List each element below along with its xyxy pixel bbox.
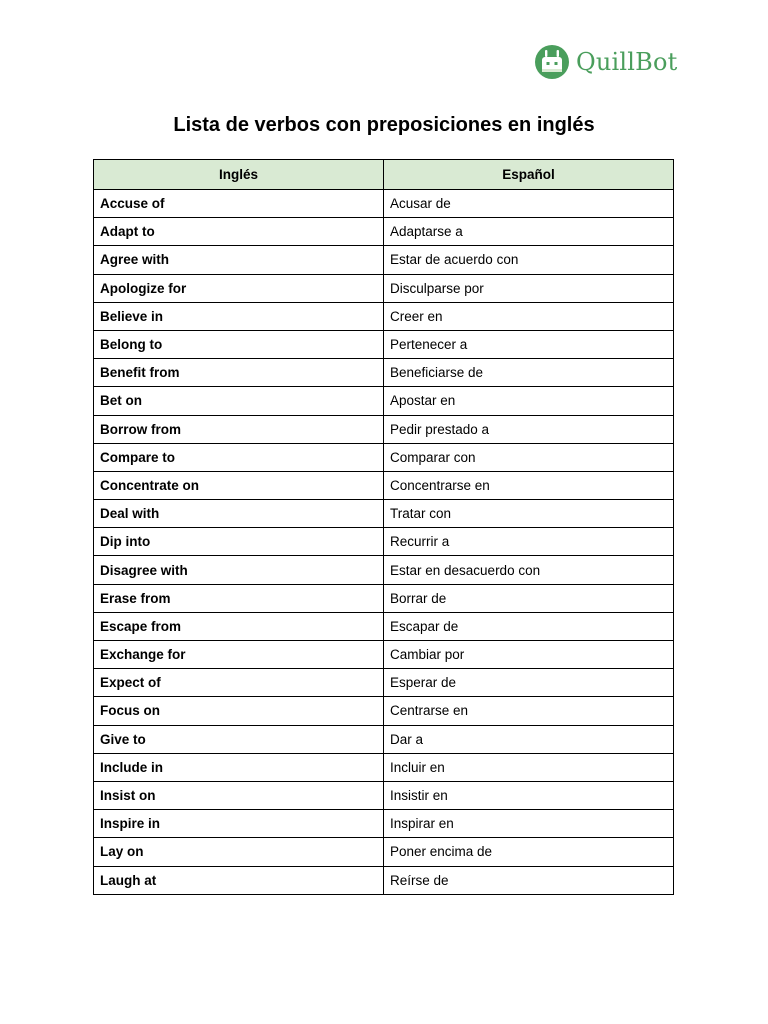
table-row — [94, 556, 674, 584]
english-verb-cell: Include in — [94, 753, 384, 781]
english-verb-cell: Bet on — [94, 387, 384, 415]
table-row — [94, 500, 674, 528]
english-verb-cell: Laugh at — [94, 866, 384, 894]
spanish-translation-cell: Recurrir a — [384, 528, 674, 556]
english-verb-cell: Insist on — [94, 781, 384, 809]
spanish-translation-cell: Creer en — [384, 302, 674, 330]
spanish-translation-cell: Escapar de — [384, 612, 674, 640]
english-verb-cell: Inspire in — [94, 810, 384, 838]
english-verb-cell: Exchange for — [94, 641, 384, 669]
english-verb-cell: Expect of — [94, 669, 384, 697]
english-verb-cell: Believe in — [94, 302, 384, 330]
table-row — [94, 641, 674, 669]
table-row — [94, 330, 674, 358]
page-title: Lista de verbos con preposiciones en inglés — [173, 114, 595, 136]
spanish-translation-cell: Esperar de — [384, 669, 674, 697]
table-row — [94, 359, 674, 387]
english-verb-cell: Deal with — [94, 500, 384, 528]
spanish-translation-cell: Tratar con — [384, 500, 674, 528]
spanish-translation-cell: Concentrarse en — [384, 471, 674, 499]
english-verb-cell: Focus on — [94, 697, 384, 725]
table-row — [94, 415, 674, 443]
english-verb-cell: Compare to — [94, 443, 384, 471]
english-verb-cell: Adapt to — [94, 218, 384, 246]
table-row — [94, 471, 674, 499]
column-header-spanish: Español — [384, 160, 674, 190]
table-row — [94, 838, 674, 866]
table-row — [94, 753, 674, 781]
spanish-translation-cell: Estar de acuerdo con — [384, 246, 674, 274]
english-verb-cell: Concentrate on — [94, 471, 384, 499]
spanish-translation-cell: Reírse de — [384, 866, 674, 894]
english-verb-cell: Belong to — [94, 330, 384, 358]
table-row — [94, 866, 674, 894]
spanish-translation-cell: Dar a — [384, 725, 674, 753]
column-header-english: Inglés — [94, 160, 384, 190]
spanish-translation-cell: Pertenecer a — [384, 330, 674, 358]
spanish-translation-cell: Acusar de — [384, 190, 674, 218]
spanish-translation-cell: Centrarse en — [384, 697, 674, 725]
english-verb-cell: Benefit from — [94, 359, 384, 387]
english-verb-cell: Accuse of — [94, 190, 384, 218]
english-verb-cell: Escape from — [94, 612, 384, 640]
english-verb-cell: Lay on — [94, 838, 384, 866]
spanish-translation-cell: Insistir en — [384, 781, 674, 809]
english-verb-cell: Apologize for — [94, 274, 384, 302]
table-row — [94, 218, 674, 246]
table-row — [94, 274, 674, 302]
table-row — [94, 781, 674, 809]
spanish-translation-cell: Pedir prestado a — [384, 415, 674, 443]
table-row — [94, 443, 674, 471]
english-verb-cell: Erase from — [94, 584, 384, 612]
spanish-translation-cell: Disculparse por — [384, 274, 674, 302]
spanish-translation-cell: Estar en desacuerdo con — [384, 556, 674, 584]
spanish-translation-cell: Apostar en — [384, 387, 674, 415]
spanish-translation-cell: Borrar de — [384, 584, 674, 612]
spanish-translation-cell: Beneficiarse de — [384, 359, 674, 387]
english-verb-cell: Disagree with — [94, 556, 384, 584]
spanish-translation-cell: Poner encima de — [384, 838, 674, 866]
english-verb-cell: Borrow from — [94, 415, 384, 443]
table-row — [94, 246, 674, 274]
table-row — [94, 387, 674, 415]
verbs-table — [93, 159, 674, 895]
table-row — [94, 697, 674, 725]
table-row — [94, 190, 674, 218]
spanish-translation-cell: Incluir en — [384, 753, 674, 781]
spanish-translation-cell: Cambiar por — [384, 641, 674, 669]
quillbot-robot-icon — [534, 44, 570, 80]
english-verb-cell: Dip into — [94, 528, 384, 556]
table-body — [94, 190, 674, 895]
table-row — [94, 669, 674, 697]
english-verb-cell: Give to — [94, 725, 384, 753]
table-row — [94, 810, 674, 838]
table-row — [94, 528, 674, 556]
table-header-row — [94, 160, 674, 190]
table-row — [94, 725, 674, 753]
table-row — [94, 584, 674, 612]
brand-name: QuillBot — [576, 48, 678, 76]
table-row — [94, 302, 674, 330]
table-row — [94, 612, 674, 640]
spanish-translation-cell: Adaptarse a — [384, 218, 674, 246]
spanish-translation-cell: Comparar con — [384, 443, 674, 471]
english-verb-cell: Agree with — [94, 246, 384, 274]
spanish-translation-cell: Inspirar en — [384, 810, 674, 838]
quillbot-logo — [534, 43, 678, 81]
